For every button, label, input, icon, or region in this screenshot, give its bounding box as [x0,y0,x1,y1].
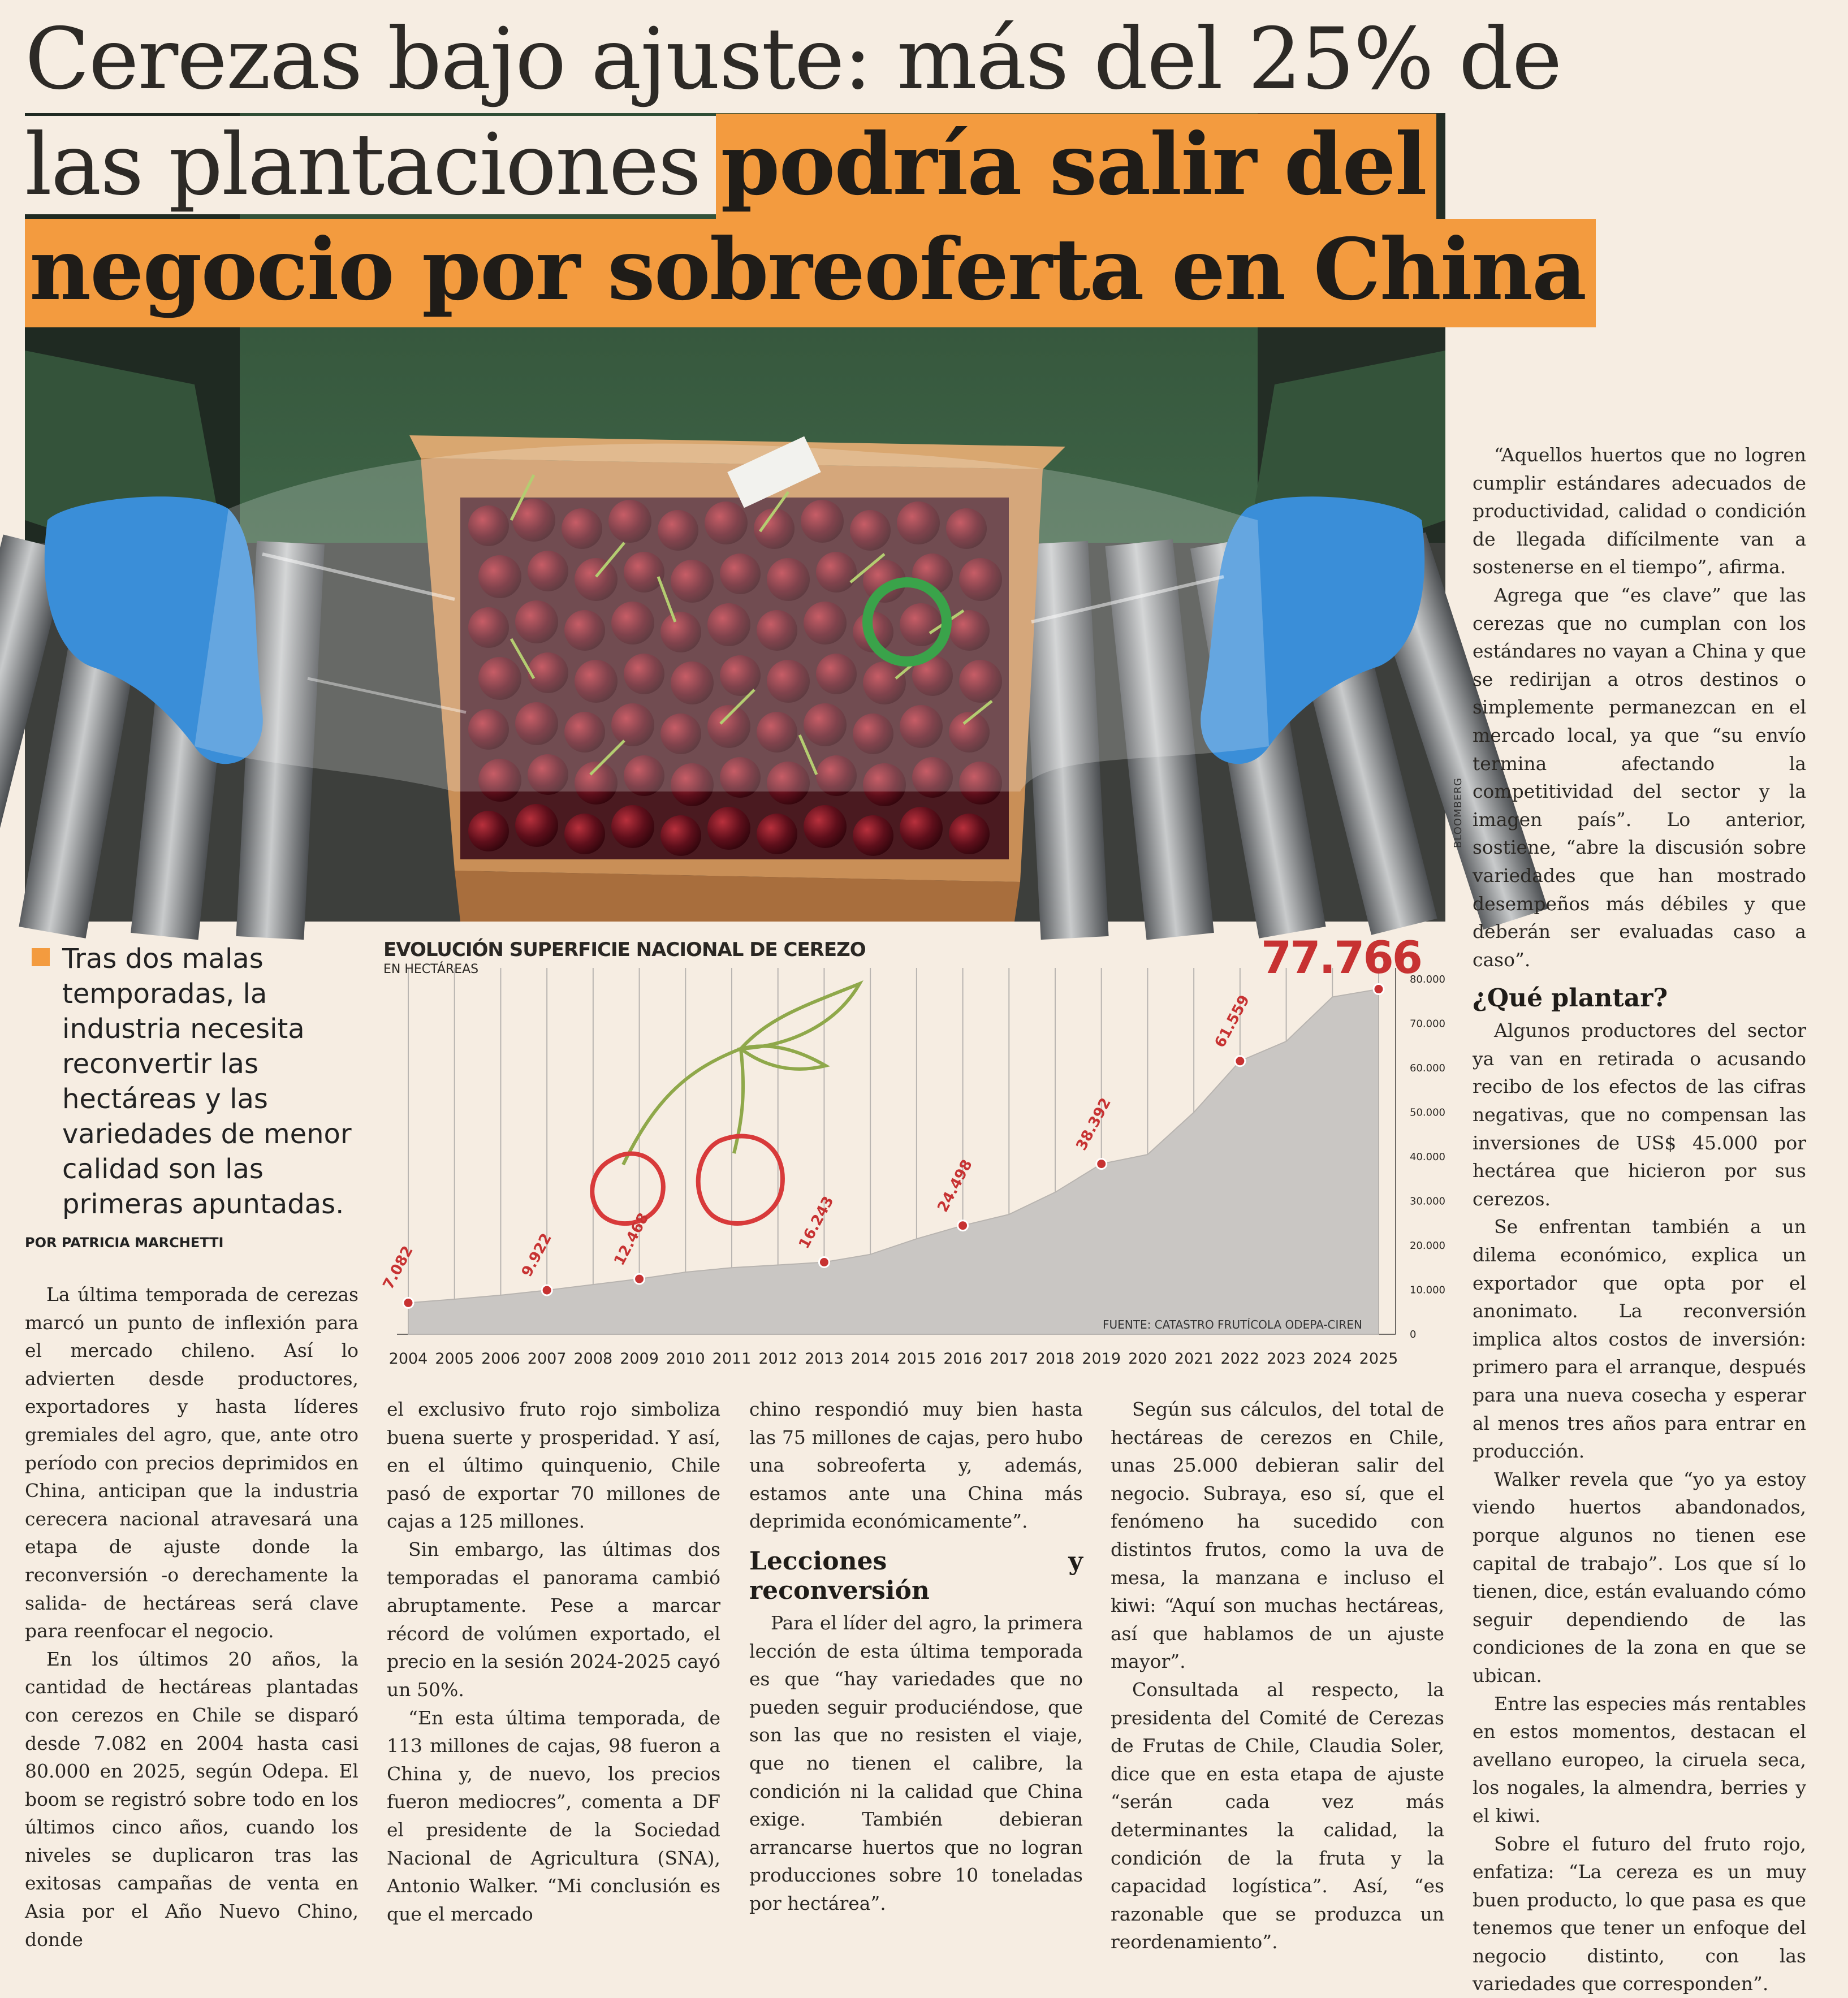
chart-data-label: 9.922 [519,1231,555,1280]
chart-y-tick-label: 30.000 [1410,1196,1445,1208]
chart-point [819,1257,829,1267]
article-column-5 [1473,441,1806,1998]
chart-x-tick-label: 2006 [481,1350,520,1368]
col2-paragraph-3: “En esta última temporada, de 113 millones de cajas, 98 fueron a China y, de nuevo, los precios fueron mediocres”, comenta a DF el presidente de la Sociedad Nacional de Agricultura (SNA), Antonio Walker. “Mi conclusión es que el mercado [387,1704,720,1928]
chart-y-tick-label: 10.000 [1410,1285,1445,1296]
headline-line3-bold: negocio por sobreoferta en China [25,219,1596,327]
chart-y-ticks [1410,974,1445,1340]
headline-line1: Cerezas bajo ajuste: más del 25% de [25,10,1577,109]
chart-y-tick-label: 0 [1410,1329,1416,1340]
chart-x-tick-label: 2019 [1082,1350,1121,1368]
chart-point [1374,984,1384,994]
chart-subtitle: EN HECTÁREAS [383,962,478,976]
chart-x-tick-label: 2018 [1036,1350,1075,1368]
col5-paragraph-3: Algunos productores del sector ya van en retirada o acusando recibo de los efectos de las cifras negativas, que no compensan las inversiones de US$ 45.000 por hectárea que hicieron por sus cerezos. [1473,1017,1806,1213]
chart-point [403,1298,413,1308]
byline: POR PATRICIA MARCHETTI [25,1235,223,1251]
col1-paragraph-2: En los últimos 20 años, la cantidad de hectáreas plantadas con cerezos en Chile se disparó desde 7.082 en 2004 hasta casi 80.000 en 2025, según Odepa. El boom se registró sobre todo en los últimos cinco años, cuando los niveles se duplicaron tras las exitosas campañas de venta en Asia por el Año Nuevo Chino, donde [25,1645,359,1954]
chart-point [958,1221,968,1231]
col4-paragraph-2: Consultada al respecto, la presidenta del Comité de Cerezas de Frutas de Chile, Claudia Soler, dice que en esta etapa de ajuste “serán cada vez más determinantes la calidad, la condición de la fruta y la capacidad logística”. Así, “es razonable que se produzca un reordenamiento”. [1111,1676,1444,1956]
headline-line2-light: las plantaciones [25,116,716,214]
chart-y-tick-label: 40.000 [1410,1151,1445,1163]
chart-point [1096,1159,1107,1169]
chart-y-tick-label: 70.000 [1410,1018,1445,1030]
chart-x-tick-label: 2007 [528,1350,567,1368]
chart-area-series [408,989,1379,1334]
col3-subheading: Lecciones y reconversión [749,1547,1083,1606]
chart-data-label: 61.559 [1212,992,1254,1050]
chart-data-label: 12.468 [611,1210,653,1269]
cherry-decoration-icon [592,984,860,1223]
chart-x-tick-label: 2016 [943,1350,982,1368]
chart-data-label: 24.498 [934,1157,976,1215]
col5-paragraph-6: Entre las especies más rentables en estos momentos, destacan el avellano europeo, la ciruela seca, los nogales, la almendra, berries y el kiwi. [1473,1690,1806,1830]
article-column-1 [25,1281,359,1953]
chart-x-tick-label: 2021 [1175,1350,1214,1368]
chart-x-tick-label: 2010 [666,1350,705,1368]
col5-paragraph-7: Sobre el futuro del fruto rojo, enfatiza: “La cereza es un muy buen producto, lo que pasa es que tenemos que tener un enfoque del negocio distinto, con las variedades que corresponden”. [1473,1830,1806,1998]
chart-x-tick-label: 2009 [620,1350,659,1368]
chart-x-tick-label: 2004 [389,1350,428,1368]
article-column-2 [387,1395,720,1928]
col2-paragraph-1: el exclusivo fruto rojo simboliza buena suerte y prosperidad. Y así, en el último quinquenio, Chile pasó de exportar 70 millones de cajas a 125 millones. [387,1395,720,1536]
chart-x-tick-label: 2015 [897,1350,936,1368]
chart-x-tick-label: 2024 [1313,1350,1352,1368]
chart-y-tick-label: 20.000 [1410,1240,1445,1252]
col2-paragraph-2: Sin embargo, las últimas dos temporadas el panorama cambió abruptamente. Pese a marcar récord de volúmen exportado, el precio en la sesión 2024-2025 cayó un 50%. [387,1536,720,1704]
chart-x-tick-label: 2023 [1267,1350,1306,1368]
headline [25,17,1552,332]
col5-subheading: ¿Qué plantar? [1473,984,1806,1013]
chart-x-tick-label: 2013 [805,1350,844,1368]
col3-paragraph-2: Para el líder del agro, la primera lección de esta última temporada es que “hay variedades que no pueden seguir produciéndose, que son las que no resisten el viaje, que no tienen el calibre, la condición ni la calidad que China exige. También debieran arrancarse huertos que no logran producciones sobre 10 toneladas por hectárea”. [749,1609,1083,1918]
chart-x-tick-label: 2014 [851,1350,890,1368]
col5-paragraph-2: Agrega que “es clave” que las cerezas que no cumplan con los estándares no vayan a China y que se redirijan a otros destinos o simplemente permanezcan en el mercado local, ya que “su envío termina afectando la competitividad del sector y la imagen país”. Lo anterior, sostiene, “abre la discusión sobre variedades que han mostrado desempeños más débiles y que deberán ser evaluadas caso a caso”. [1473,581,1806,974]
chart-y-tick-label: 50.000 [1410,1107,1445,1119]
chart-data-label: 16.243 [796,1193,837,1252]
col3-paragraph-1: chino respondió muy bien hasta las 75 millones de cajas, pero hubo una sobreoferta y, además, estamos ante una China más deprimida económicamente”. [749,1395,1083,1536]
col5-paragraph-1: “Aquellos huertos que no logren cumplir estándares adecuados de productividad, calidad o condición de llegada difícilmente van a sostenerse en el tiempo”, afirma. [1473,441,1806,581]
chart-source: FUENTE: CATASTRO FRUTÍCOLA ODEPA-CIREN [1103,1318,1362,1331]
chart-x-ticks [389,1350,1398,1368]
chart-data-label: 38.392 [1073,1095,1115,1153]
chart-y-tick-label: 80.000 [1410,974,1445,985]
dek-bullet-icon [32,948,50,966]
plastic-wrap [195,444,1269,792]
chart-highlight-value: 77.766 [1261,933,1421,984]
chart-x-tick-label: 2025 [1359,1350,1398,1368]
chart-point [634,1274,645,1284]
dek [25,941,359,1222]
col4-paragraph-1: Según sus cálculos, del total de hectáreas de cerezos en Chile, unas 25.000 debieran salir del negocio. Subraya, eso sí, que el fenómeno ha sucedido con distintos frutos, como la uva de mesa, la manzana e incluso el kiwi: “Aquí son muchas hectáreas, así que hablamos de un ajuste mayor”. [1111,1395,1444,1676]
chart-point [542,1285,552,1295]
chart-x-tick-label: 2012 [758,1350,797,1368]
article-column-4 [1111,1395,1444,1956]
chart-svg [373,927,1436,1379]
chart-point [1235,1056,1245,1066]
photo-credit: BLOOMBERG [1452,777,1464,848]
chart-title: EVOLUCIÓN SUPERFICIE NACIONAL DE CEREZO [383,939,866,961]
hectares-chart [373,927,1436,1379]
col1-paragraph-1: La última temporada de cerezas marcó un punto de inflexión para el mercado chileno. Así lo advierten desde productores, exportadores y hasta líderes gremiales del agro, que, ante otro período con precios deprimidos en China, anticipan que la industria cerecera nacional atravesará una etapa de ajuste donde la reconversión -o derechamente la salida- de hectáreas será clave para reenfocar el negocio. [25,1281,359,1645]
chart-data-label: 7.082 [380,1243,417,1292]
chart-x-tick-label: 2020 [1128,1350,1167,1368]
chart-x-tick-label: 2008 [573,1350,612,1368]
chart-x-tick-label: 2005 [435,1350,474,1368]
col5-paragraph-4: Se enfrentan también a un dilema económico, explica un exportador que opta por el anonimato. La reconversión implica altos costos de inversión: primero para el arranque, después para una nueva cosecha y esperar al menos tres años para entrar en producción. [1473,1213,1806,1465]
article-column-3 [749,1395,1083,1918]
headline-line2-bold: podría salir del [716,114,1436,222]
col5-paragraph-5: Walker revela que “yo ya estoy viendo huertos abandonados, porque algunos no tienen ese capital de trabajo”. Los que sí lo tienen, dice, están evaluando cómo seguir dependiendo de las condiciones de la zona en que se ubican. [1473,1465,1806,1690]
chart-y-tick-label: 60.000 [1410,1062,1445,1074]
chart-x-tick-label: 2017 [990,1350,1029,1368]
dek-text: Tras dos malas temporadas, la industria necesita reconvertir las hectáreas y las variedades de menor calidad son las primeras apuntadas. [62,941,359,1222]
chart-x-tick-label: 2022 [1220,1350,1259,1368]
chart-x-tick-label: 2011 [713,1350,752,1368]
